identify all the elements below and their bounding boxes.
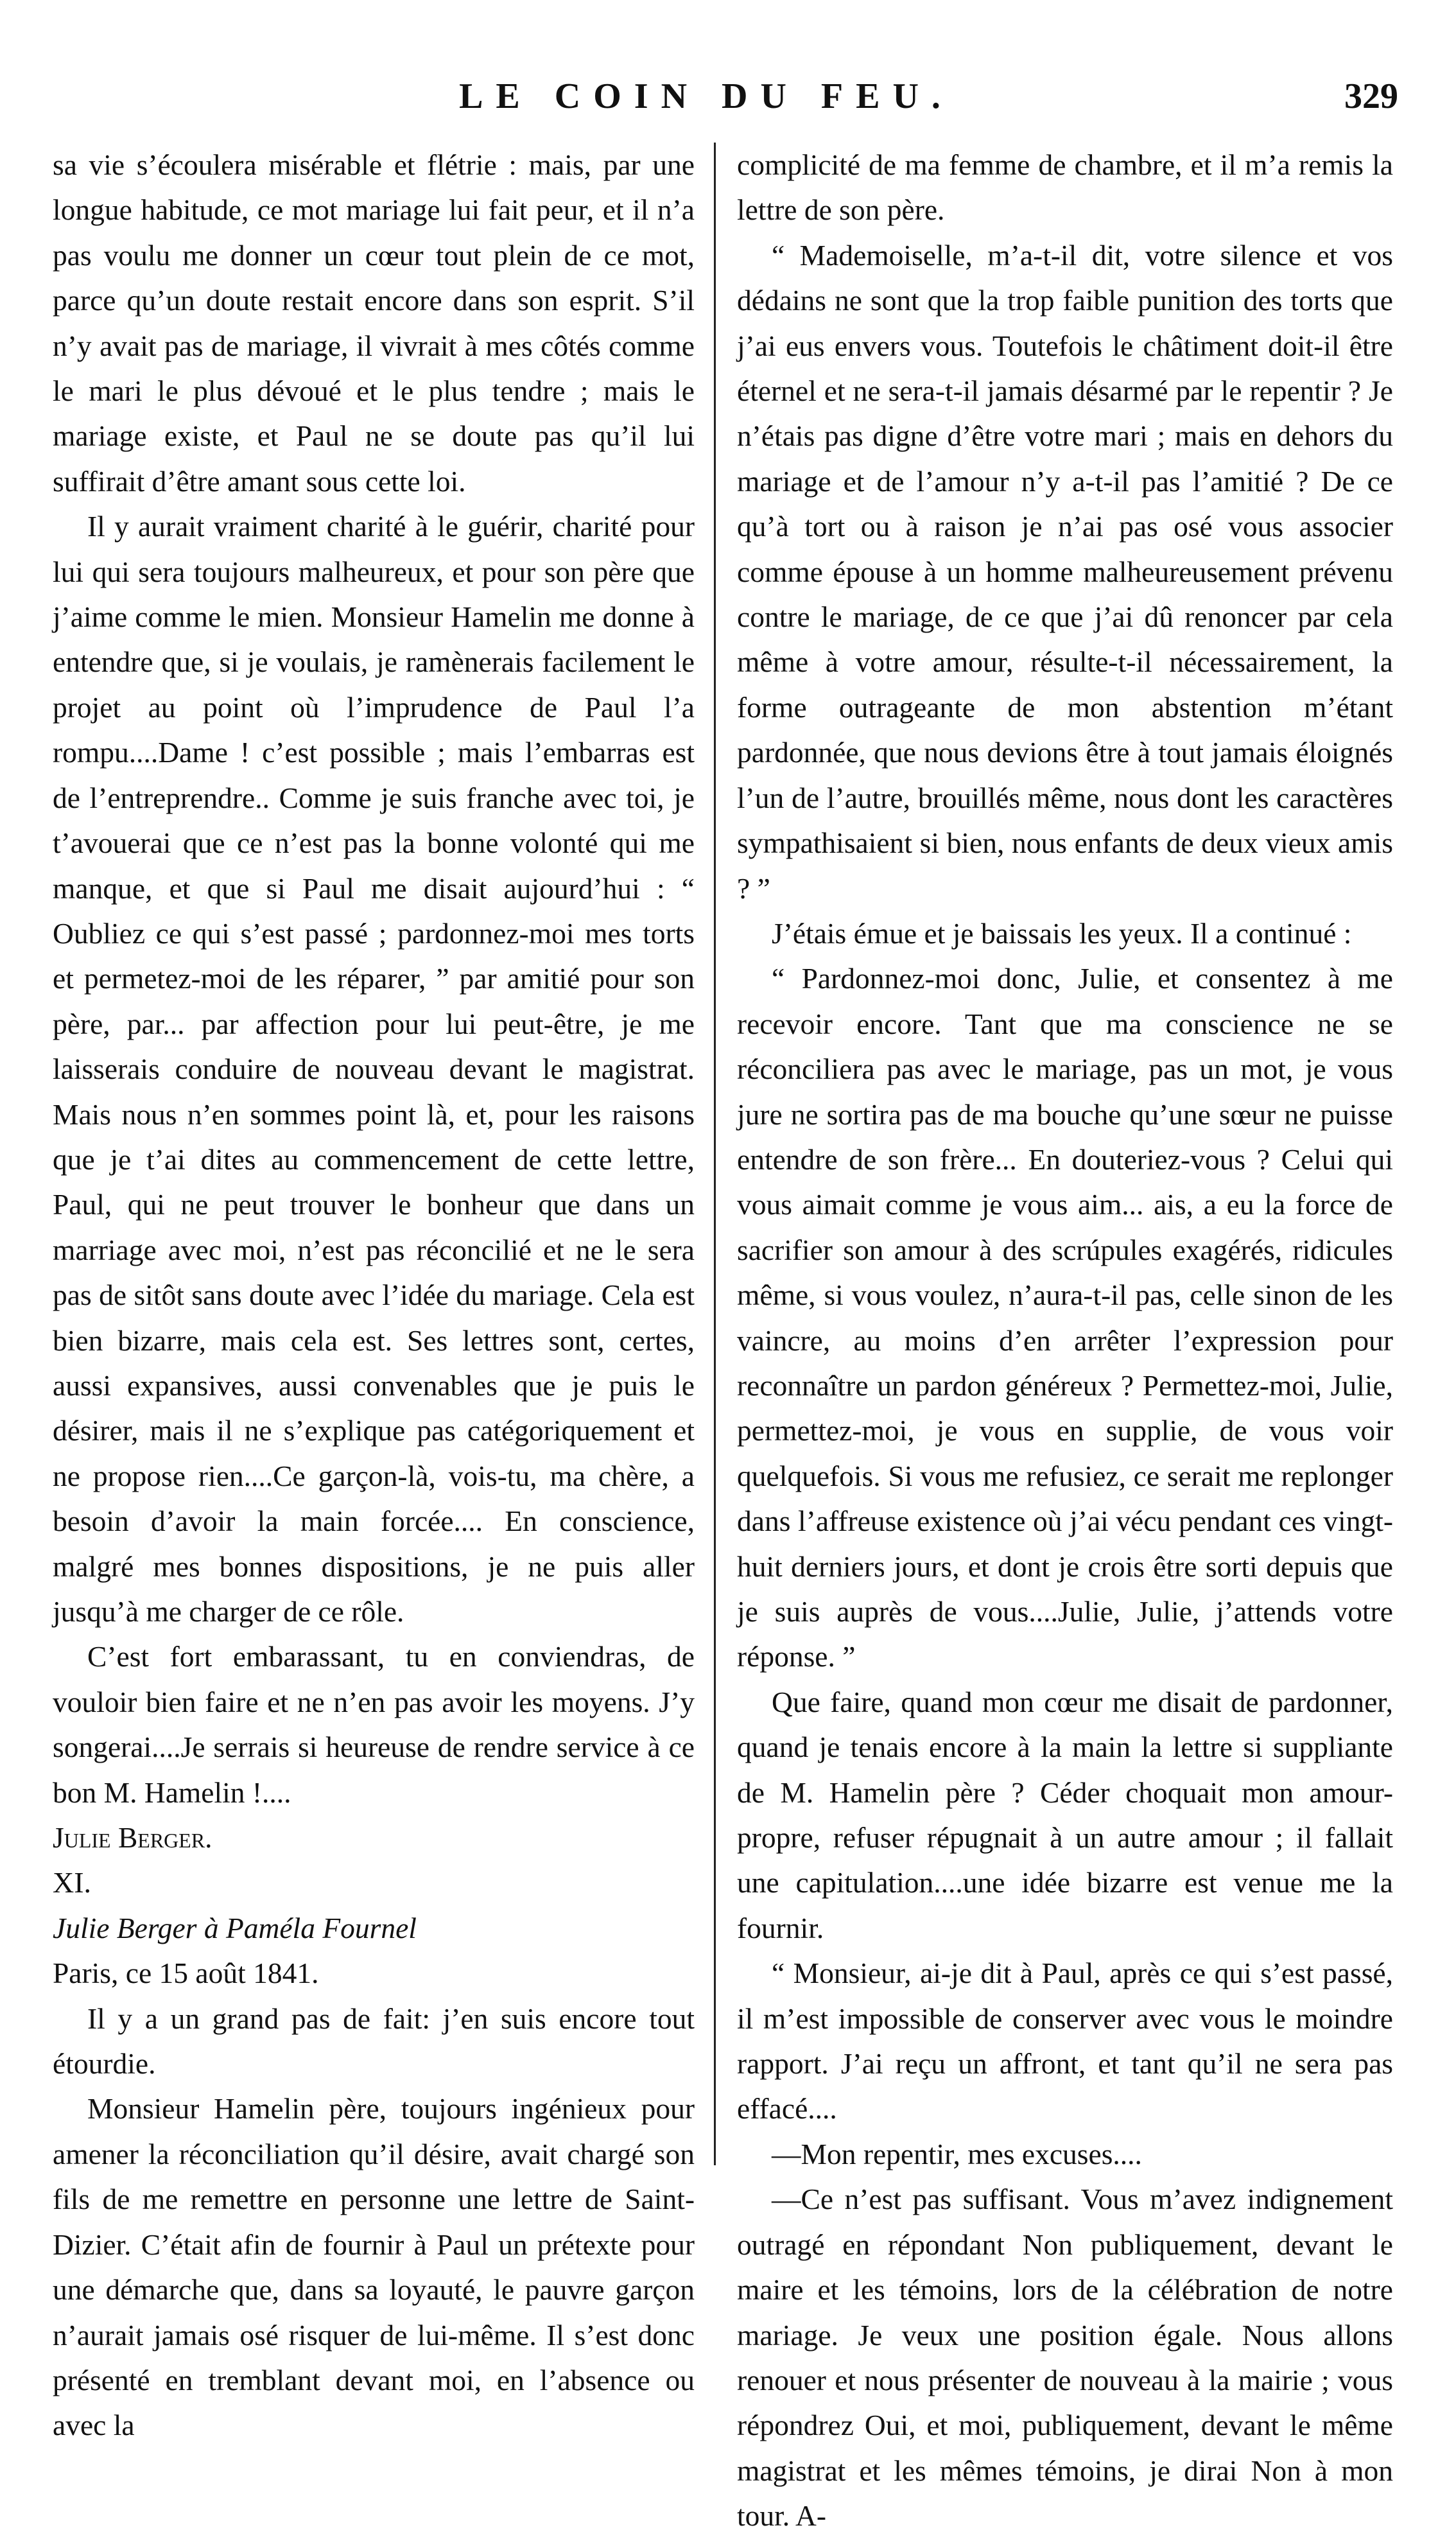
paragraph: “ Pardonnez-moi donc, Julie, et consentez à me recevoir encore. Tant que ma conscience ne se réconciliera pas avec le mariage, pas un mot, je vous jure ne sortira pas de ma bouche qu’une sœur ne puisse entendre de son frère... En douteriez-vous ? Celui qui vous aimait comme je vous aim... ais, a eu la force de sacrifier son amour à des scrúpules exagérés, ridicules même, si vous voulez, n’aura-t-il pas, celle sinon de les vaincre, au moins d’en arrêter l’expression pour reconnaître un pardon généreux ? Permettez-moi, Julie, permettez-moi, je vous en supplie, de vous voir quelquefois. Si vous me refusiez, ce serait me replonger dans l’affreuse existence où j’ai vécu pendant ces vingt-huit derniers jours, et dont je crois être sorti depuis que je suis auprès de vous....Julie, Julie, j’attends votre réponse. ” (737, 962, 1393, 1673)
paragraph: “ Mademoiselle, m’a-t-il dit, votre silence et vos dédains ne sont que la trop faible punition des torts que j’ai eus envers vous. Toutefois le châtiment doit-il être éternel et ne sera-t-il jamais désarmé par le repentir ? Je n’étais pas digne d’être votre mari ; mais en dehors du mariage et de l’amour n’y a-t-il pas l’amitié ? De ce qu’à tort ou à raison je n’ai pas osé vous associer comme épouse à un homme malheureusement prévenu contre le mariage, de ce que j’ai dû renoncer par cela même à votre amour, résulte-t-il nécessairement, la forme outrageante de mon abstention m’étant pardonnée, que nous devions être à tout jamais éloignés l’un de l’autre, brouillés même, nous dont les caractères sympathisaient si bien, nous enfants de deux vieux amis ? ” (737, 238, 1393, 905)
signature: Julie Berger. (53, 1821, 212, 1854)
paragraph: C’est fort embarassant, tu en conviendras, de vouloir bien faire et ne n’en pas avoir les moyens. J’y songerai....Je serrais si heureuse de rendre service à ce bon M. Hamelin !.... (53, 1640, 695, 1809)
page-number: 329 (1344, 76, 1398, 116)
paragraph: Il y a un grand pas de fait: j’en suis encore tout étourdie. (53, 2002, 695, 2081)
page-header (0, 76, 1456, 127)
paragraph: Que faire, quand mon cœur me disait de pardonner, quand je tenais encore à la main la lettre si suppliante de M. Hamelin père ? Céder choquait mon amour-propre, refuser répugnait à un autre amour ; il fallait une capitulation....une idée bizarre est venue me la fournir. (737, 1685, 1393, 1944)
paragraph: —Ce n’est pas suffisant. Vous m’avez indignement outragé en répondant Non publiquement, devant le maire et les témoins, lors de la célébration de notre mariage. Je veux une position égale. Nous allons renouer et nous présenter de nouveau à la mairie ; vous répondrez Oui, et moi, publiquement, devant le même magistrat et les mêmes témoins, je dirai Non à mon tour. A- (737, 2183, 1393, 2533)
left-column (53, 143, 695, 2448)
running-title: LE COIN DU FEU. (459, 76, 953, 116)
letter-heading: Julie Berger à Paméla Fournel (53, 1911, 417, 1944)
column-divider (714, 143, 716, 2165)
paragraph: sa vie s’écoulera misérable et flétrie : mais, par une longue habitude, ce mot mariage lui fait peur, et il n’a pas voulu me donner un cœur tout plein de ce mot, parce qu’un doute restait encore dans son esprit. S’il n’y avait pas de mariage, il vivrait à mes côtés comme le mari le plus dévoué et le plus tendre ; mais le mariage existe, et Paul ne se doute pas qu’il lui suffirait d’être amant sous cette loi. (53, 148, 695, 498)
paragraph: “ Monsieur, ai-je dit à Paul, après ce qui s’est passé, il m’est impossible de conserver avec vous le moindre rapport. J’ai reçu un affront, et tant qu’il ne sera pas effacé.... (737, 1957, 1393, 2125)
paragraph: —Mon repentir, mes excuses.... (772, 2137, 1142, 2170)
paragraph: complicité de ma femme de chambre, et il m’a remis la lettre de son père. (737, 148, 1393, 227)
section-number: XI. (53, 1866, 92, 1899)
dateline: Paris, ce 15 août 1841. (53, 1957, 319, 1990)
paragraph: Il y aurait vraiment charité à le guérir, charité pour lui qui sera toujours malheureux, et pour son père que j’aime comme le mien. Monsieur Hamelin me donne à entendre que, si je voulais, je ramènerais facilement le projet au point où l’imprudence de Paul l’a rompu....Dame ! c’est possible ; mais l’embarras est de l’entreprendre.. Comme je suis franche avec toi, je t’avouerai que ce n’est pas la bonne volonté qui me manque, et que si Paul me disait aujourd’hui : “ Oubliez ce qui s’est passé ; pardonnez-moi mes torts et permetez-moi de les réparer, ” par amitié pour son père, par... par affection pour lui peut-être, je me laisserais conduire de nouveau devant le magistrat. Mais nous n’en sommes point là, et, pour les raisons que je t’ai dites au commencement de cette lettre, Paul, qui ne peut trouver le bonheur que dans un marriage avec moi, n’est pas réconcilié et ne le sera pas de sitôt sans doute avec l’idée du mariage. Cela est bien bizarre, mais cela est. Ses lettres sont, certes, aussi expansives, aussi convenables que je puis le désirer, mais il ne s’explique pas catégoriquement et ne propose rien....Ce garçon-là, vois-tu, ma chère, a besoin d’avoir la main forcée.... En conscience, malgré mes bonnes dispositions, je ne puis aller jusqu’à me charger de ce rôle. (53, 510, 695, 1628)
paragraph: Monsieur Hamelin père, toujours ingénieux pour amener la réconciliation qu’il désire, avait chargé son fils de me remettre en personne une lettre de Saint-Dizier. C’était afin de fournir à Paul un prétexte pour une démarche que, dans sa loyauté, le pauvre garçon n’aurait jamais osé risquer de lui-même. Il s’est donc présenté en tremblant devant moi, en l’absence ou avec la (53, 2092, 695, 2442)
right-column (737, 143, 1393, 2539)
paragraph: J’étais émue et je baissais les yeux. Il a continué : (772, 916, 1352, 950)
